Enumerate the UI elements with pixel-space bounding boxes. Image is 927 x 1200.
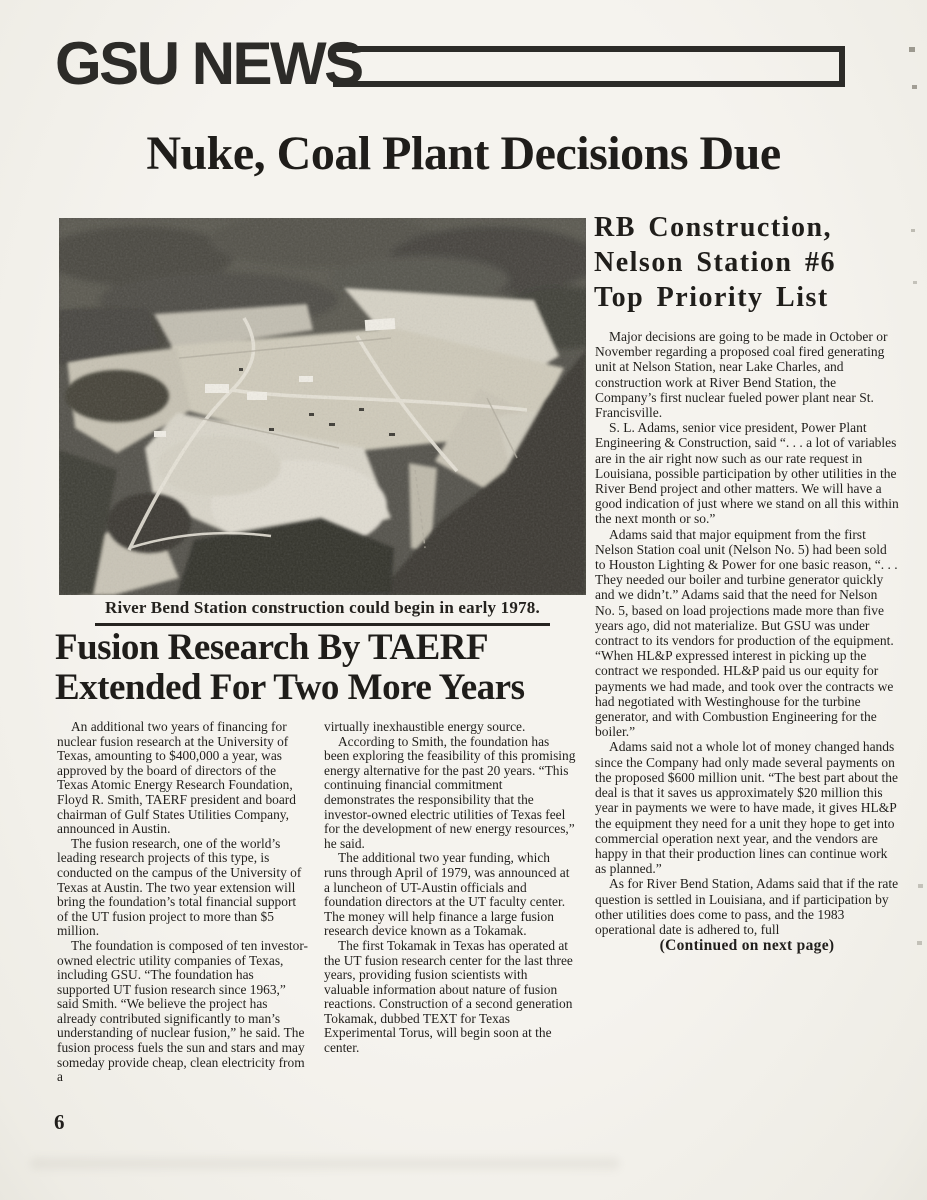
- paragraph: Adams said that major equipment from the first Nelson Station coal unit (Nelson No. 5) had been sold to Houston Lighting & Power for one basic reason, “. . . They needed our boiler and turbine generator quickly and we didn’t.” Adams said that the need for Nelson No. 5, based on load projections made more than five years ago, did not materialize. But GSU was under contract to its vendors for production of the equipment. “When HL&P expressed interest in picking up the contract we responded. HL&P paid us our equity for payments we had made, and took over the contracts we had negotiated with Westinghouse for the turbine generator, and with Combustion Engineering for the boiler.”: [595, 526, 898, 740]
- paragraph: Adams said not a whole lot of money changed hands since the Company had only made several payments on the proposed $600 million unit. “The best part about the deal is that it saves us approximately $20 million this year in payments we were to have made, it gives HL&P the equipment they need for a unit they hope to get into commercial operation next year, and the vendors are happy in that their production lines can continue work as planned.”: [595, 739, 898, 877]
- rb-article-body: [595, 329, 899, 953]
- page-number: 6: [54, 1110, 65, 1134]
- fusion-title-line-1: Fusion Research By TAERF: [55, 627, 489, 668]
- paragraph: S. L. Adams, senior vice president, Power Plant Engineering & Construction, said “. . . a lot of variables are in the air right now such as our rate request in Louisiana, possible participation by other utilities in the River Bend project and other matters. We will have a good indication of just where we stand on all this within the next month or so.”: [595, 420, 899, 527]
- paragraph: virtually inexhaustible energy source.: [324, 719, 526, 734]
- paragraph: The foundation is composed of ten investor-owned electric utility companies of Texas, including GSU. “The foundation has supported UT fusion research since 1963,” said Smith. “We believe the project has already contributed significantly to man’s understanding of nuclear fusion,” he said. The fusion process fuels the sun and stars and may someday provide cheap, clean electricity from a: [57, 937, 308, 1085]
- continued-notice: (Continued on next page): [659, 937, 835, 955]
- paragraph: According to Smith, the foundation has been exploring the feasibility of this promising energy alternative for the past 20 years. “This continuing financial commitment demonstrates the responsibility that the investor-owned electric utilities of Texas feel for the development of new energy resources,” he said.: [324, 733, 576, 851]
- paragraph: The first Tokamak in Texas has operated at the UT fusion research center for the last three years, providing fusion scientists with valuable information about nature of fusion reactions. Construction of a second generation Tokamak, dubbed TEXT for Texas Experimental Torus, will begin soon at the center.: [324, 937, 573, 1056]
- paragraph: An additional two years of financing for nuclear fusion research at the University of Texas, amounting to $400,000 a year, was approved by the board of directors of the Texas Atomic Energy Research Foundation, Floyd R. Smith, TAERF president and board chairman of Gulf States Utilities Company, announced in Austin.: [57, 719, 296, 837]
- scan-artifact: [913, 281, 917, 284]
- scan-artifact: [912, 85, 917, 89]
- scan-artifact: [911, 229, 915, 232]
- masthead-title: GSU NEWS: [55, 30, 362, 97]
- paragraph: The additional two year funding, which runs through April of 1979, was announced at a luncheon of UT-Austin officials and foundation directors at the UT faculty center. The money will help finance a large fusion research device known as a Tokamak.: [324, 850, 570, 939]
- scan-artifact: [918, 884, 923, 888]
- fusion-article-title: [55, 628, 525, 708]
- paragraph: The fusion research, one of the world’s leading research projects of this type, is conducted on the campus of the University of Texas at Austin. The two year extension will bring the foundation’s total financial support of the UT fusion project to more than $5 million.: [57, 835, 302, 939]
- rb-title-line-3: Top Priority List: [594, 282, 829, 313]
- scan-artifact: [917, 941, 922, 945]
- photo-caption: River Bend Station construction could begin in early 1978.: [95, 598, 550, 626]
- rb-title-line-2: Nelson Station #6: [594, 247, 836, 278]
- masthead-rule: [333, 46, 845, 87]
- fusion-column-2: [324, 720, 576, 1085]
- river-bend-aerial-photo: [59, 218, 586, 595]
- scan-smudge: [30, 1157, 620, 1170]
- scan-artifact: [909, 47, 915, 52]
- main-headline: Nuke, Coal Plant Decisions Due: [146, 127, 781, 180]
- fusion-column-1: [57, 720, 309, 1085]
- paragraph: Major decisions are going to be made in October or November regarding a proposed coal fired generating unit at Nelson Station, near Lake Charles, and construction work at River Bend Station, the Company’s first nuclear fueled power plant near St. Francisville.: [595, 329, 888, 421]
- paragraph: As for River Bend Station, Adams said that if the rate question is settled in Louisiana, and if participation by other utilities does come to pass, and the 1983 operational date is adhered to, full: [595, 876, 899, 937]
- rb-title-line-1: RB Construction,: [594, 212, 833, 243]
- aerial-photo-image: [59, 218, 586, 595]
- fusion-title-line-2: Extended For Two More Years: [55, 667, 525, 708]
- rb-article-title: [594, 210, 836, 315]
- fusion-article-body: [57, 720, 576, 1085]
- photo-caption-row: [59, 598, 586, 626]
